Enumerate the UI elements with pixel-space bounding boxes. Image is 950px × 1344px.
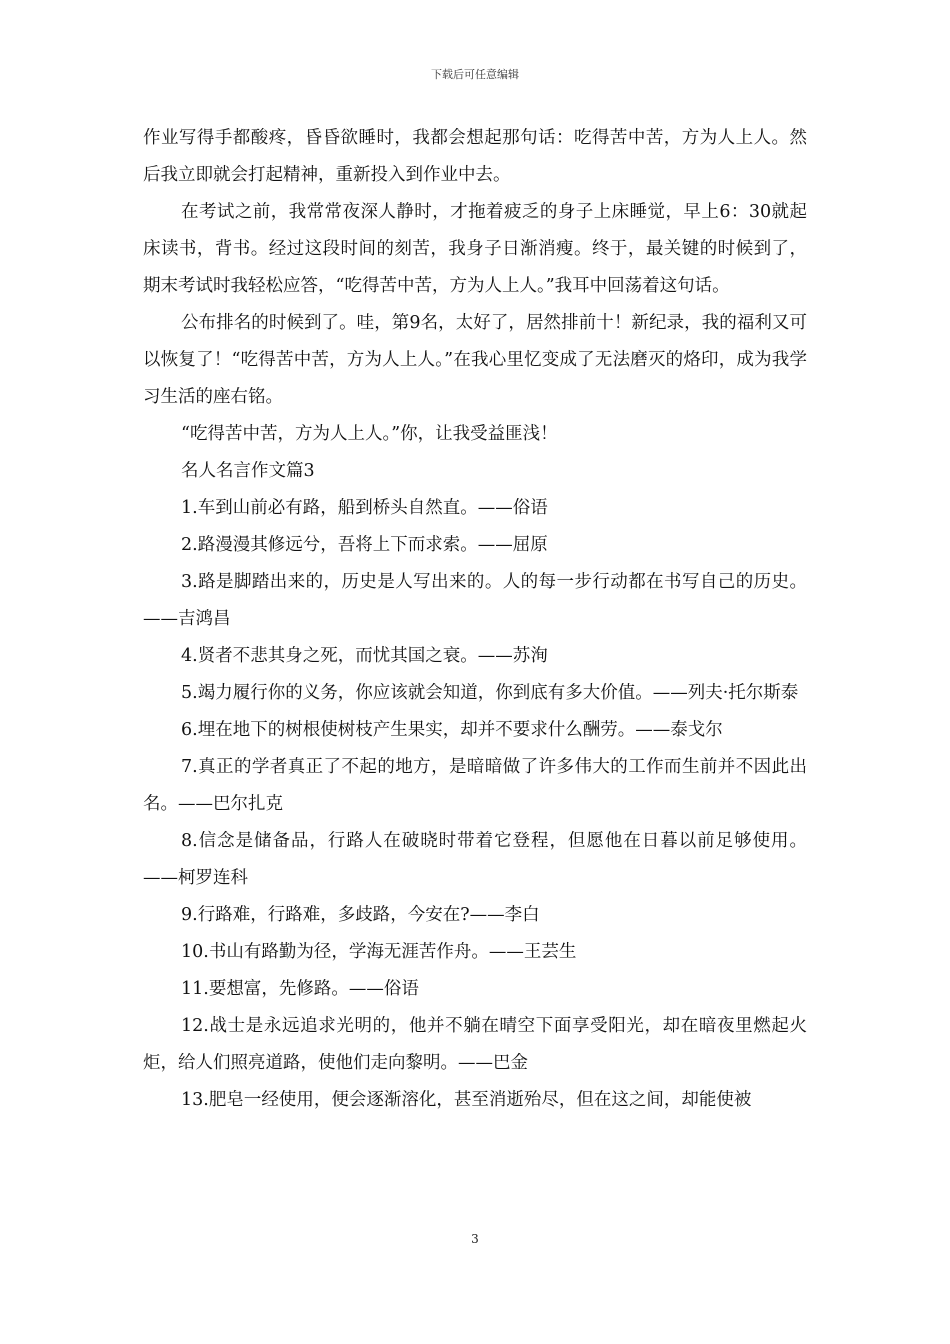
paragraph: 作业写得手都酸疼，昏昏欲睡时，我都会想起那句话：吃得苦中苦，方为人上人。然后我立即就会打起精神，重新投入到作业中去。 (143, 128, 807, 185)
quote-item: 10.书山有路勤为径，学海无涯苦作舟。——王芸生 (181, 942, 577, 962)
paragraph: “吃得苦中苦，方为人上人。”你，让我受益匪浅！ (181, 424, 558, 444)
quote-item: 9.行路难，行路难，多歧路，今安在?——李白 (181, 905, 540, 925)
page-header: 下载后可任意编辑 (431, 68, 519, 81)
quote-item: 5.竭力履行你的义务，你应该就会知道，你到底有多大价值。——列夫·托尔斯泰 (181, 683, 799, 703)
paragraph: 在考试之前，我常常夜深人静时，才拖着疲乏的身子上床睡觉，早上6：30就起床读书，背书。经过这段时间的刻苦，我身子日渐消瘦。终于，最关键的时候到了，期末考试时我轻松应答，“吃得苦中苦，方为人上人。”我耳中回荡着这句话。 (143, 202, 807, 296)
quote-item: 11.要想富，先修路。——俗语 (181, 979, 419, 999)
quote-item: 1.车到山前必有路，船到桥头自然直。——俗语 (181, 498, 548, 518)
page-number: 3 (471, 1232, 479, 1246)
quote-item: 8.信念是储备品，行路人在破晓时带着它登程，但愿他在日暮以前足够使用。——柯罗连科 (143, 831, 807, 888)
paragraph: 公布排名的时候到了。哇，第9名，太好了，居然排前十！新纪录，我的福利又可以恢复了！“吃得苦中苦，方为人上人。”在我心里忆变成了无法磨灭的烙印，成为我学习生活的座右铭。 (143, 313, 807, 407)
section-heading: 名人名言作文篇3 (181, 461, 315, 481)
quote-item: 4.贤者不悲其身之死，而忧其国之衰。——苏洵 (181, 646, 548, 666)
quote-item: 3.路是脚踏出来的，历史是人写出来的。人的每一步行动都在书写自己的历史。——吉鸿昌 (143, 572, 807, 629)
quote-item: 7.真正的学者真正了不起的地方，是暗暗做了许多伟大的工作而生前并不因此出名。——巴尔扎克 (143, 757, 807, 814)
quote-item: 2.路漫漫其修远兮，吾将上下而求索。——屈原 (181, 535, 548, 555)
document-body (143, 120, 807, 1119)
quote-item: 12.战士是永远追求光明的，他并不躺在晴空下面享受阳光，却在暗夜里燃起火炬，给人们照亮道路，使他们走向黎明。——巴金 (143, 1016, 807, 1073)
quote-item: 13.肥皂一经使用，便会逐渐溶化，甚至消逝殆尽，但在这之间，却能使被 (181, 1090, 752, 1110)
quote-item: 6.埋在地下的树根使树枝产生果实，却并不要求什么酬劳。——泰戈尔 (181, 720, 723, 740)
